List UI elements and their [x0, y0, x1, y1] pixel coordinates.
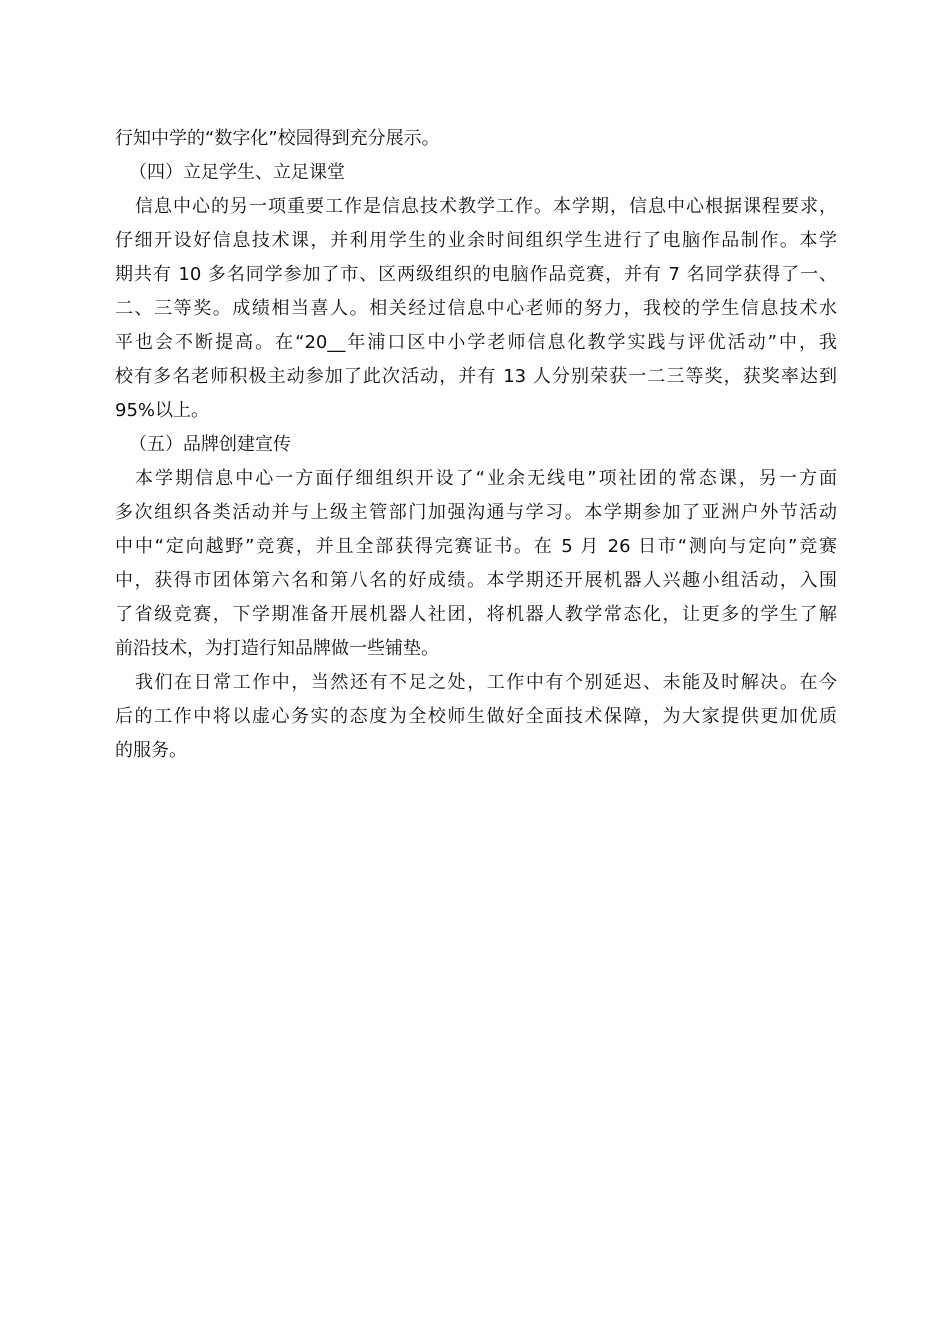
body-line: 中中“定向越野”竞赛，并且全部获得完赛证书。在 5 月 26 日市“测向与定向”竞赛 — [115, 536, 837, 557]
document-body — [115, 122, 837, 768]
body-line: 95%以上。 — [115, 400, 210, 421]
section-heading: （五）品牌创建宣传 — [129, 434, 291, 455]
body-line: 中，获得市团体第六名和第八名的好成绩。本学期还开展机器人兴趣小组活动，入围 — [115, 570, 837, 591]
body-line: 校有多名老师积极主动参加了此次活动，并有 13 人分别荣获一二三等奖，获奖率达到 — [115, 366, 837, 387]
body-line: 仔细开设好信息技术课，并利用学生的业余时间组织学生进行了电脑作品制作。本学 — [115, 230, 837, 251]
body-line: 的服务。 — [115, 740, 187, 761]
body-line: 本学期信息中心一方面仔细组织开设了“业余无线电”项社团的常态课，另一方面 — [135, 468, 837, 489]
body-line: 平也会不断提高。在“20__年浦口区中小学老师信息化教学实践与评优活动”中，我 — [115, 332, 837, 353]
body-line: 前沿技术，为打造行知品牌做一些铺垫。 — [115, 638, 439, 659]
body-line: 了省级竞赛，下学期准备开展机器人社团，将机器人教学常态化，让更多的学生了解 — [115, 604, 837, 625]
body-line: 我们在日常工作中，当然还有不足之处，工作中有个别延迟、未能及时解决。在今 — [135, 672, 837, 693]
body-line: 信息中心的另一项重要工作是信息技术教学工作。本学期，信息中心根据课程要求， — [135, 196, 837, 217]
body-line: 期共有 10 多名同学参加了市、区两级组织的电脑作品竞赛，并有 7 名同学获得了一、 — [115, 264, 837, 285]
body-line: 后的工作中将以虚心务实的态度为全校师生做好全面技术保障，为大家提供更加优质 — [115, 706, 837, 727]
body-line: 行知中学的“数字化”校园得到充分展示。 — [115, 128, 440, 149]
body-line: 多次组织各类活动并与上级主管部门加强沟通与学习。本学期参加了亚洲户外节活动 — [115, 502, 837, 523]
body-line: 二、三等奖。成绩相当喜人。相关经过信息中心老师的努力，我校的学生信息技术水 — [115, 298, 837, 319]
section-heading: （四）立足学生、立足课堂 — [129, 162, 345, 183]
